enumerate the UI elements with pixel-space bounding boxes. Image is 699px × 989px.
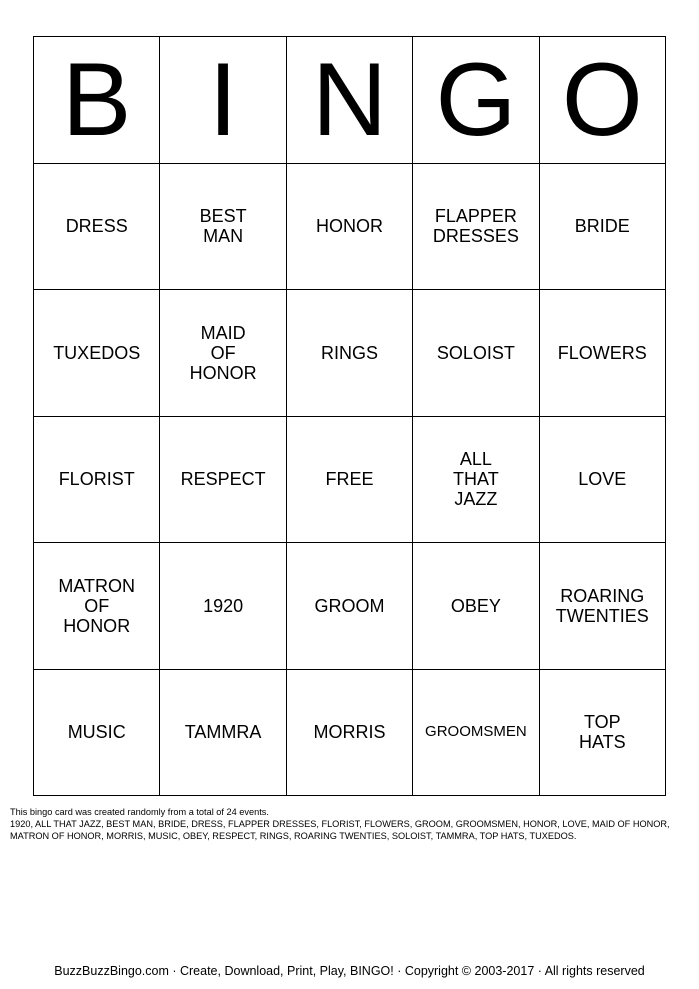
header-cell-i	[160, 37, 286, 164]
card-info	[10, 806, 695, 842]
header-cell-n	[287, 37, 413, 164]
bingo-cell	[287, 164, 413, 291]
bingo-cell	[34, 417, 160, 544]
cell-text: MATRON OF HONOR	[58, 575, 136, 636]
bingo-cell	[287, 290, 413, 417]
cell-text: MORRIS	[313, 722, 386, 743]
bingo-cell	[413, 290, 539, 417]
bingo-cell	[413, 670, 539, 797]
cell-text: OBEY	[450, 595, 501, 616]
bingo-cell	[413, 164, 539, 291]
bingo-cell	[540, 670, 666, 797]
footer-copyright: BuzzBuzzBingo.com · Create, Download, Print, Play, BINGO! · Copyright © 2003-2017 · All rights reserved	[54, 964, 645, 978]
cell-text: BRIDE	[574, 216, 630, 237]
cell-text: BEST MAN	[199, 206, 247, 247]
header-letter: O	[561, 41, 643, 158]
bingo-card	[33, 36, 666, 796]
header-letter: G	[435, 41, 517, 158]
cell-text: GROOMSMEN	[425, 723, 527, 741]
cell-text: FLORIST	[58, 469, 135, 490]
cell-text: DRESS	[65, 216, 128, 237]
bingo-cell	[540, 543, 666, 670]
cell-text: RINGS	[320, 342, 378, 363]
bingo-cell	[34, 670, 160, 797]
cell-text: 1920	[203, 595, 244, 616]
info-events-line: MATRON OF HONOR, MORRIS, MUSIC, OBEY, RESPECT, RINGS, ROARING TWENTIES, SOLOIST, TAMMRA, TOP HATS, TUXEDOS.	[10, 831, 577, 841]
cell-text: SOLOIST	[436, 342, 515, 363]
bingo-cell	[34, 164, 160, 291]
header-letter: N	[311, 41, 388, 158]
cell-text: FREE	[325, 469, 374, 490]
cell-text: FLOWERS	[557, 342, 647, 363]
cell-text: HONOR	[315, 216, 383, 237]
cell-text: TAMMRA	[184, 722, 262, 743]
header-cell-b	[34, 37, 160, 164]
info-summary: This bingo card was created randomly from a total of 24 events.	[10, 807, 269, 817]
header-letter: I	[208, 41, 238, 158]
cell-text: TUXEDOS	[53, 342, 141, 363]
bingo-cell	[540, 164, 666, 291]
cell-text: ROARING TWENTIES	[555, 585, 649, 626]
bingo-cell	[413, 417, 539, 544]
bingo-cell	[540, 290, 666, 417]
info-events-line: 1920, ALL THAT JAZZ, BEST MAN, BRIDE, DRESS, FLAPPER DRESSES, FLORIST, FLOWERS, GROOM, GROOMSMEN, HONOR, LOVE, MAID OF HONOR,	[10, 819, 670, 829]
bingo-cell	[160, 290, 286, 417]
cell-text: ALL THAT JAZZ	[453, 449, 499, 510]
bingo-cell	[34, 543, 160, 670]
bingo-cell	[287, 543, 413, 670]
free-cell	[287, 417, 413, 544]
bingo-cell	[160, 670, 286, 797]
bingo-cell	[287, 670, 413, 797]
cell-text: RESPECT	[180, 469, 266, 490]
header-cell-g	[413, 37, 539, 164]
bingo-cell	[540, 417, 666, 544]
bingo-cell	[34, 290, 160, 417]
bingo-cell	[413, 543, 539, 670]
cell-text: TOP HATS	[578, 712, 626, 753]
cell-text: GROOM	[314, 595, 385, 616]
bingo-cell	[160, 164, 286, 291]
cell-text: FLAPPER DRESSES	[432, 206, 519, 247]
cell-text: MAID OF HONOR	[189, 322, 257, 383]
cell-text: LOVE	[578, 469, 627, 490]
bingo-cell	[160, 543, 286, 670]
header-cell-o	[540, 37, 666, 164]
cell-text: MUSIC	[67, 722, 126, 743]
bingo-cell	[160, 417, 286, 544]
header-letter: B	[62, 41, 132, 158]
